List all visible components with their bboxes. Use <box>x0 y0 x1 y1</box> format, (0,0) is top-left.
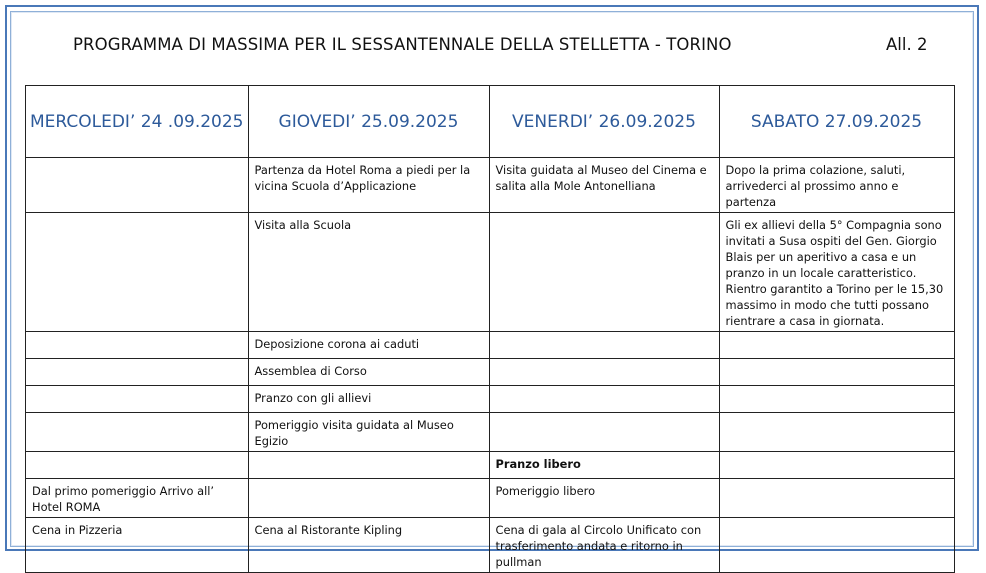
table-cell <box>489 413 719 452</box>
table-cell <box>719 479 954 518</box>
table-cell <box>26 158 249 213</box>
table-cell: Visita guidata al Museo del Cinema e salita alla Mole Antonelliana <box>489 158 719 213</box>
table-cell: Cena al Ristorante Kipling <box>248 518 489 573</box>
table-cell <box>26 359 249 386</box>
table-cell <box>26 332 249 359</box>
header-saturday: SABATO 27.09.2025 <box>719 86 954 158</box>
table-cell <box>489 213 719 332</box>
table-row <box>26 213 955 332</box>
table-cell: Cena in Pizzeria <box>26 518 249 573</box>
annex-label: All. 2 <box>886 35 928 54</box>
table-cell <box>26 213 249 332</box>
table-cell <box>26 452 249 479</box>
table-cell <box>719 386 954 413</box>
table-row <box>26 413 955 452</box>
table-cell <box>719 413 954 452</box>
table-row <box>26 518 955 573</box>
table-row <box>26 386 955 413</box>
table-cell: Visita alla Scuola <box>248 213 489 332</box>
header-row <box>26 86 955 158</box>
table-cell: Pranzo libero <box>489 452 719 479</box>
table-cell: Pomeriggio visita guidata al Museo Egizio <box>248 413 489 452</box>
document-title: PROGRAMMA DI MASSIMA PER IL SESSANTENNALE DELLA STELLETTA - TORINO <box>73 35 732 54</box>
table-cell: Gli ex allievi della 5° Compagnia sono invitati a Susa ospiti del Gen. Giorgio Blais per un aperitivo a casa e un pranzo in un locale caratteristico. Rientro garantito a Torino per le 15,30 massimo in modo che tutti possano rientrare a casa in giornata. <box>719 213 954 332</box>
table-cell <box>489 386 719 413</box>
table-row <box>26 158 955 213</box>
table-cell <box>248 479 489 518</box>
table-cell: Deposizione corona ai caduti <box>248 332 489 359</box>
table-cell: Pomeriggio libero <box>489 479 719 518</box>
header-thursday: GIOVEDI’ 25.09.2025 <box>248 86 489 158</box>
header-wednesday: MERCOLEDI’ 24 .09.2025 <box>26 86 249 158</box>
table-cell <box>489 359 719 386</box>
table-cell: Dopo la prima colazione, saluti, arrivederci al prossimo anno e partenza <box>719 158 954 213</box>
table-row <box>26 452 955 479</box>
header-friday: VENERDI’ 26.09.2025 <box>489 86 719 158</box>
table-cell: Assemblea di Corso <box>248 359 489 386</box>
table-cell: Partenza da Hotel Roma a piedi per la vicina Scuola d’Applicazione <box>248 158 489 213</box>
table-cell <box>719 332 954 359</box>
table-cell <box>489 332 719 359</box>
table-cell: Pranzo con gli allievi <box>248 386 489 413</box>
table-row <box>26 332 955 359</box>
program-table <box>25 85 955 573</box>
table-cell <box>719 452 954 479</box>
table-row <box>26 479 955 518</box>
table-row <box>26 359 955 386</box>
table-cell <box>26 413 249 452</box>
table-cell <box>719 359 954 386</box>
table-cell: Dal primo pomeriggio Arrivo all’ Hotel ROMA <box>26 479 249 518</box>
table-cell <box>26 386 249 413</box>
table-cell <box>719 518 954 573</box>
table-cell <box>248 452 489 479</box>
table-cell: Cena di gala al Circolo Unificato con trasferimento andata e ritorno in pullman <box>489 518 719 573</box>
